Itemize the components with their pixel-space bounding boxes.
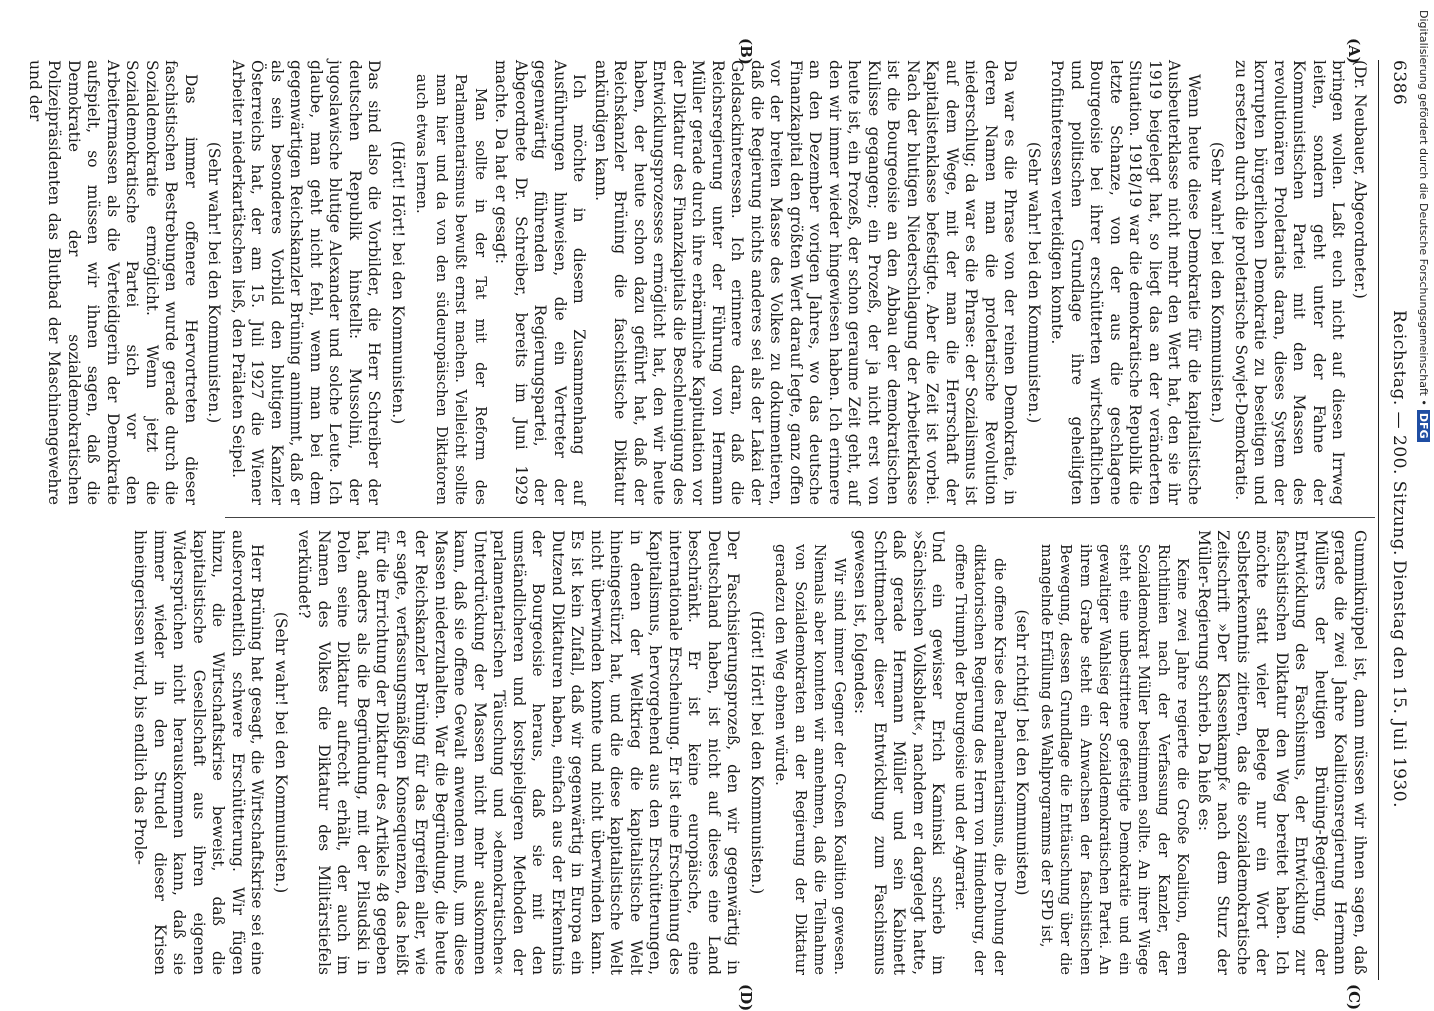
left-column	[26, 60, 1369, 505]
paragraph: Das sind also die Vorbilder, die Herr Schreiber der deutschen Republik hinstellt: Mussolini, der jugoslawische blutige Alexander und solche Leute. Ich glaube, man geht nicht fehl, wenn man bei dem gegenwärtigen Reichskanzler Brüning annimmt, daß er als sein besonderes Vorbild den blutigen Kanzler Österreichs hat, der am 15. Juli 1927 die Wiener Arbeiter niederkartätschen ließ, den Prälaten Seipel.	[229, 60, 384, 505]
interjection: (Sehr wahr! bei den Kommunisten.)	[272, 611, 290, 894]
paragraph: Da war es die Phrase von der reinen Demokratie, in deren Namen man die proletarische Revolution niederschlug; da war es die Phrase: der Sozialismus ist auf dem Wege, mit der man die Herrschaft der Kapitalistenklasse befestigte. Aber die Zeit ist vorbei. Nach der blutigen Niederschlagung der Arbeiterklasse ist die Bourgeoisie an den Abbau der demokratischen Kulisse gegangen; ein Prozeß, der ja nicht erst von heute ist, ein Prozeß, der schon geraume Zeit geht, auf den wir immer wieder hingewiesen haben. Ich erinnere an den Dezember vorigen Jahres, wo das deutsche Finanzkapital den größten Wert darauf legte, ganz offen vor der breiten Masse des Volkes zu dokumentieren, daß die Regierung nichts anderes sei als der Lakai der Geldsackinteressen. Ich erinnere daran, daß die Reichsregierung unter der Führung von Hermann Müller gerade durch ihre erbärmliche Kapitulation vor der Diktatur des Finanzkapitals die Beschleunigung des Entwicklungsprozesses ermöglicht hat, den wir heute haben, der heute schon dazu geführt hat, daß der Reichskanzler Brüning die faschistische Diktatur ankündigen kann.	[592, 60, 1020, 505]
margin-marker-c: (C)	[1345, 984, 1363, 1011]
paragraph: Und ein gewisser Erich Kaminski schrieb im »Sächsischen Volksblatt«, nachdem er dargelegt hatte, daß gerade Hermann Müller und sein Kabinett Schrittmacher dieser Entwicklung zum Faschismus gewesen ist, folgendes:	[851, 530, 948, 975]
interjection: (Sehr wahr! bei den Kommunisten.)	[205, 141, 224, 424]
paragraph: Herr Brüning hat gesagt, die Wirtschaftskrise sei eine außerordentlich schwere Erschütterung. Wir fügen hinzu, die Wirtschaftskrise beweist, daß die kapitalistische Gesellschaft aus ihren eigenen Widersprüchen nicht herauskommen kann, daß sie immer wieder in den Strudel dieser Krisen hineingerissen wird, bis endlich das Prole-	[131, 530, 267, 975]
margin-marker-b: (B)	[737, 38, 755, 65]
page-content	[26, 38, 1415, 1011]
interjection: (Hört! Hört! bei den Kommunisten.)	[389, 140, 407, 425]
column-divider	[225, 517, 1375, 518]
rotated-sheet	[26, 38, 1415, 1011]
right-column	[131, 530, 1369, 975]
margin-marker-d: (D)	[737, 984, 755, 1011]
interjection: (sehr richtig! bei den Kommunisten)	[1013, 609, 1032, 896]
paragraph: bringen wollen. Laßt euch nicht auf diesen Irrweg leiten, sondern geht unter der Fahne der Kommunistischen Partei mit den Massen des revolutionären Proletariats daran, dieses System der korrupten bürgerlichen Demokratie zu beseitigen und zu ersetzen durch die proletarische Sowjet-Demokratie.	[1232, 60, 1348, 505]
paragraph: (Dr. Neubauer, Abgeordneter.)	[1351, 60, 1369, 299]
digitization-note	[1414, 10, 1430, 990]
paragraph: Der Faschisierungsprozeß, den wir gegenwärtig in Deutschland haben, ist nicht auf dieses eine Land beschränkt. Er ist keine europäische, eine internationale Erscheinung. Er ist eine Erscheinung des Kapitalismus, hervorgehend aus den Erschütterungen, in denen der Weltkrieg die kapitalistische Welt hineingestürzt hat, und die diese kapitalistische Welt nicht überwinden konnte und nicht überwinden kann. Es ist kein Zufall, daß wir gegenwärtig in Europa ein Dutzend Diktaturen haben, einfach aus der Erkenntnis der Bourgeoisie heraus, daß sie mit den umständlicheren und kostspieligeren Methoden der parlamentarischen Täuschung und »demokratischen« Unterdrückung der Massen nicht mehr auskommen kann, daß sie offene Gewalt anwenden muß, um diese Massen niederzuhalten. War die Begründung, die heute der Reichskanzler Brüning für das Ergreifen aller, wie er sagte, verfassungsmäßigen Konsequenzen, das heißt für die Errichtung der Diktatur des Artikels 48 gegeben hat, anders als die Begründung, mit der Pilsudski in Polen seine Diktatur aufrecht erhält, der auch im Namen des Volkes die Diktatur des Militärstiefels verkündet?	[295, 530, 743, 975]
session-title: Reichstag. — 200. Sitzung.	[1389, 310, 1409, 556]
paragraph: Ich möchte in diesem Zusammenhang auf Ausführungen hinweisen, die ein Vertreter der gegenwärtig führenden Regierungspartei, der Abgeordnete Dr. Schreiber, bereits im Juni 1929 machte. Da hat er gesagt:	[492, 60, 589, 505]
dfg-logo: DFG	[1417, 410, 1430, 442]
paragraph: Wir sind immer Gegner der Großen Koalition gewesen. Niemals aber konnten wir annehmen, daß die Teilnahme von Sozialdemokraten an der Regierung der Diktatur geradezu den Weg ebnen würde.	[772, 544, 847, 975]
paragraph: Keine zwei Jahre regierte die Große Koalition, deren Richtlinien nach der Verfassung der Kanzler, der Sozialdemokrat Müller bestimmen sollte. An ihrer Wiege steht eine unbestrittene gefestigte Demokratie und ein gewaltiger Wahlsieg der Sozialdemokratischen Partei. An ihrem Grabe steht ein Anwachsen der faschistischen Bewegung, dessen Grundlage die Enttäuschung über die mangelnde Erfüllung des Wahlprogramms der SPD ist,	[1038, 544, 1191, 975]
paragraph: Wenn heute diese Demokratie für die kapitalistische Ausbeuterklasse nicht mehr den Wert hat, den sie ihr 1919 beigelegt hat, so liegt das an der veränderten Situation. 1918/19 war die demokratische Republik die letzte Schanze, von der aus die geschlagene Bourgeoisie bei ihrer erschütterten wirtschaftlichen und politischen Grundlage ihre geheiligten Profitinteressen verteidigen konnte.	[1048, 60, 1203, 505]
interjection: (Hört! Hört! bei den Kommunisten.)	[748, 610, 766, 895]
page-header	[1378, 60, 1415, 980]
paragraph: Das immer offenere Hervortreten dieser faschistischen Bestrebungen wurde gerade durch die Sozialdemokratie ermöglicht. Wenn jetzt die Sozialdemokratische Partei sich vor den Arbeitermassen als die Verteidigerin der Demokratie aufspielt, so müssen wir ihnen sagen, daß die Demokratie der sozialdemokratischen Polizeipräsidenten das Blutbad der Maschinengewehre und der	[26, 60, 200, 505]
paragraph: Gummiknüppel ist, dann müssen wir ihnen sagen, daß gerade die zwei Jahre Koalitionsregierung Hermann Müllers der heutigen Brüning-Regierung, der Entwicklung des Faschismus, der Entwicklung zur faschistischen Diktatur den Weg bereitet haben. Ich möchte statt vieler Belege nur ein Wort der Selbsterkenntnis zitieren, das die sozialdemokratische Zeitschrift »Der Klassenkampf« nach dem Sturz der Müller-Regierung schrieb. Da hieß es:	[1195, 530, 1369, 975]
paragraph: Man sollte in der Tat mit der Reform des Parlamentarismus bewußt ernst machen. Vielleicht sollte man hier und da von den südeuropäischen Diktatoren auch etwas lernen.	[413, 74, 488, 505]
session-date: Dienstag den 15. Juli 1930.	[1389, 560, 1409, 808]
paragraph: die offene Krise des Parlamentarismus, die Drohung der diktatorischen Regierung des Herrn von Hindenburg, der offene Triumph der Bourgeoisie und der Agrarier.	[952, 544, 1007, 975]
page-number: 6386	[1389, 60, 1409, 106]
margin-marker-a: (A)	[1345, 38, 1363, 64]
interjection: (Sehr wahr! bei den Kommunisten.)	[1208, 141, 1227, 424]
funding-note: Digitalisierung gefördert durch die Deutsche Forschungsgemeinschaft •	[1417, 10, 1430, 406]
interjection: (Sehr wahr! bei den Kommunisten.)	[1025, 141, 1043, 424]
